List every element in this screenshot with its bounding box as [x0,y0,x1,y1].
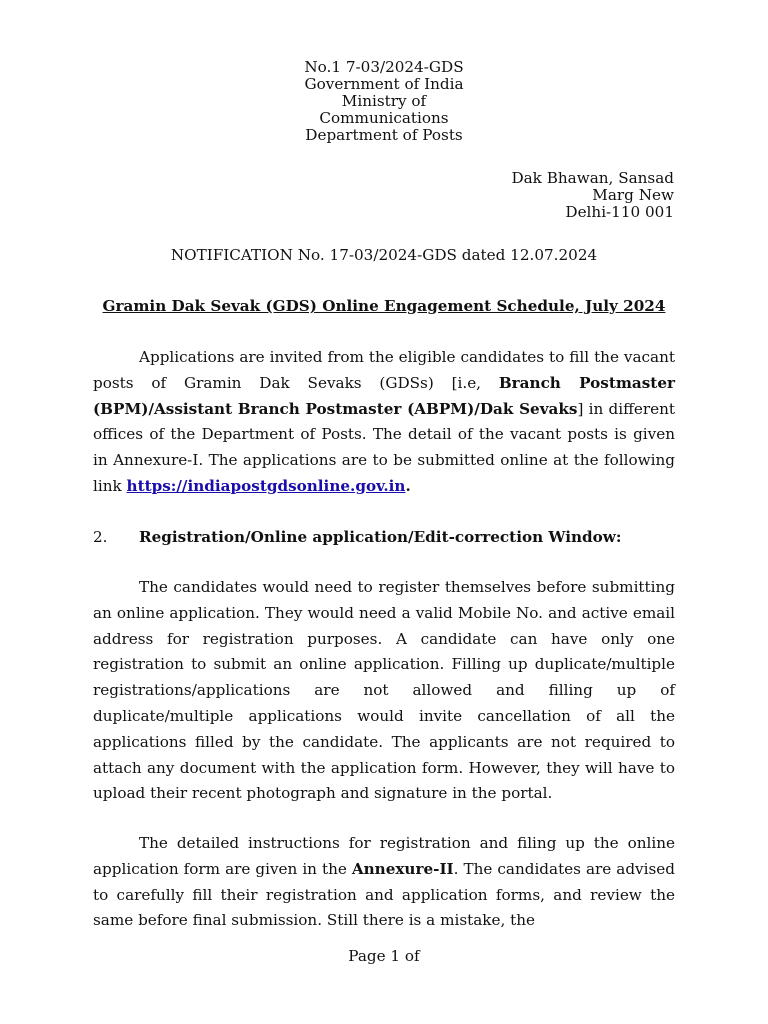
file-number: No.1 7-03/2024-GDS [304,58,464,76]
paragraph-applications [93,345,675,500]
annexure-ii-label: Annexure-II [351,859,454,878]
ministry-name-line1: Ministry of [341,92,427,110]
address-block [511,170,674,221]
section-2-heading [93,528,675,546]
address-line2: Marg New [592,186,674,204]
ministry-name-line2: Communications [319,109,449,127]
government-name: Government of India [304,75,464,93]
paragraph-instructions [93,831,675,934]
para1-post-names: Branch Postmaster (BPM)/Assistant Branch Postmaster (ABPM)/Dak Sevaks [93,373,675,418]
gds-online-link[interactable]: https://indiapostgdsonline.gov.in [126,476,406,495]
para1-text-a: Applications are invited from the eligible candidates to fill the vacant posts of Gramin Dak Sevaks (GDSs) [i.e, [93,348,675,392]
para3-text-a: The detailed instructions for registration and filing up the online application form are given in the [93,834,675,878]
notification-number: NOTIFICATION No. 17-03/2024-GDS dated 12.07.2024 [170,246,598,264]
para3-text-b: . The candidates are advised to carefully fill their registration and application forms, and review the same before final submission. Still there is a mistake, the [93,859,675,930]
section-title: Registration/Online application/Edit-correction Window: [139,528,622,546]
section-number: 2. [93,528,108,546]
para1-text-b: ] in different offices of the Department of Posts. The detail of the vacant posts is given in Annexure-I. The applications are to be submitted online at the following link [93,399,675,495]
paragraph-registration: The candidates would need to register themselves before submitting an online application. They would need a valid Mobile No. and active email address for registration purposes. A candidate can have only one registration to submit an online application. Filling up duplicate/multiple registrations/applications are not allowed and filling up of duplicate/multiple applications would invite cancellation of all the applications filled by the candidate. The applicants are not required to attach any document with the application form. However, they will have to upload their recent photograph and signature in the portal. [93,578,675,803]
department-name: Department of Posts [305,126,463,144]
document-title: Gramin Dak Sevak (GDS) Online Engagement Schedule, July 2024 [102,297,666,315]
address-line3: Delhi-110 001 [565,203,674,221]
letter-header [0,59,768,144]
page-number: Page 1 of [348,947,420,965]
para1-text-c: . [405,476,411,495]
address-line1: Dak Bhawan, Sansad [511,169,674,187]
